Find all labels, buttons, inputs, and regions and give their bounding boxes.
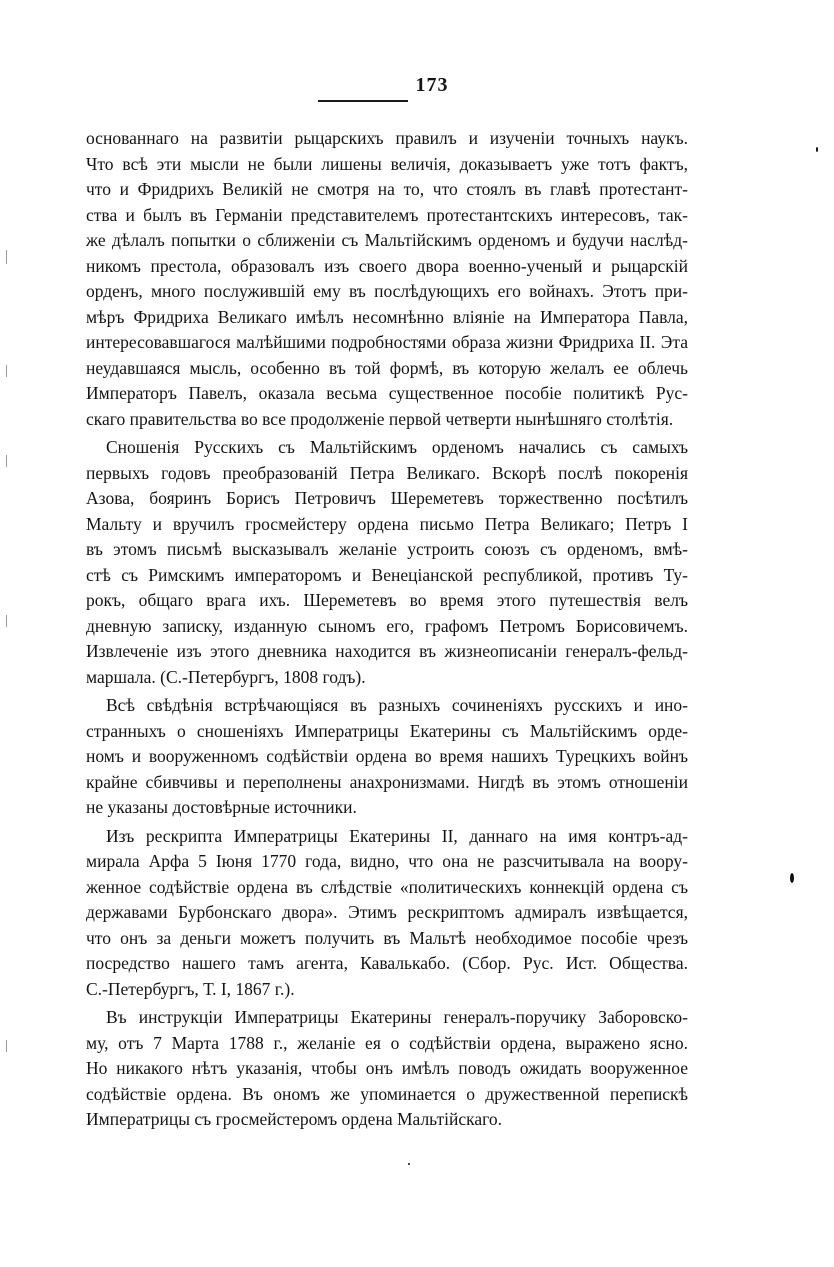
text-line: интересовавшагося малѣйшими подробностями образа жизни Фридриха II. Эта [86,332,688,352]
text-line: маршала. (С.-Петербургъ, 1808 годъ). [86,666,366,687]
ink-speck [816,147,818,152]
scan-mark [6,365,7,377]
text-line: Азова, бояринъ Борисъ Петровичъ Шереметевъ торжественно посѣтилъ [86,488,688,508]
text-line: не указаны достовѣрные источники. [86,797,357,817]
text-line: основаннаго на развитіи рыцарскихъ правилъ и изученіи точныхъ наукъ. [86,128,688,148]
text-line: Изъ рескрипта Императрицы Екатерины II, даннаго на имя контръ-ад- [106,825,688,846]
text-line: же дѣлалъ попытки о сближеніи съ Мальтійскимъ орденомъ и будучи наслѣд- [86,230,688,250]
text-line: державами Бурбонскаго двора». Этимъ рескриптомъ адмиралъ извѣщается, [86,902,688,922]
text-line: скаго правительства во все продолженіе первой четверти нынѣшняго столѣтія. [86,408,674,429]
text-line: неудавшаяся мысль, особенно въ той формѣ, въ которую желалъ ее облечь [86,357,688,378]
body-text [86,126,688,1133]
text-line: мирала Арфа 5 Іюня 1770 года, видно, что она не разсчитывала на воору- [86,851,688,871]
text-line: женное содѣйствіе ордена въ слѣдствіе «политическихъ коннекцій ордена съ [86,876,688,897]
scan-mark [6,455,7,467]
paragraph [86,435,688,690]
scan-mark [6,1040,7,1052]
text-line: Извлеченіе изъ этого дневника находится въ жизнеописаніи генералъ-фельд- [86,641,688,661]
text-line: орденъ, много послужившій ему въ послѣдующихъ его войнахъ. Этотъ при- [86,281,688,301]
text-line: номъ и вооруженномъ содѣйствіи ордена во время нашихъ Турецкихъ войнъ [86,746,688,766]
text-line: рокъ, общаго врага ихъ. Шереметевъ во время этого путешествія велъ [86,590,688,610]
text-line: Императоръ Павелъ, оказала весьма существенное пособіе политикѣ Рус- [86,383,688,403]
ink-speck [408,1163,410,1165]
page-number: 173 [415,74,449,96]
text-line: Всѣ свѣдѣнія встрѣчающіяся въ разныхъ сочиненіяхъ русскихъ и ино- [106,695,688,715]
text-line: стѣ съ Римскимъ императоромъ и Венеціанской республикой, противъ Ту- [86,564,688,585]
paragraph [86,1005,688,1133]
text-line: крайне сбивчивы и переполнены анахронизмами. Нигдѣ въ этомъ отношеніи [86,771,688,792]
scan-mark [6,615,7,627]
ink-speck [790,873,794,883]
text-line: мѣръ Фридриха Великаго имѣлъ несомнѣнно вліяніе на Императора Павла, [86,306,688,327]
text-line: ства и былъ въ Германіи представителемъ протестантскихъ интересовъ, так- [86,204,688,225]
page-number-rule [318,100,408,102]
text-line: Что всѣ эти мысли не были лишены величія, доказываетъ уже тотъ фактъ, [86,153,688,174]
text-line: Но никакого нѣтъ указанія, чтобы онъ имѣлъ поводъ ожидать вооруженное [86,1058,688,1078]
text-line: содѣйствіе ордена. Въ ономъ же упоминается о дружественной перепискѣ [86,1083,688,1104]
paragraph [86,126,688,432]
text-line: никомъ престола, образовалъ изъ своего двора военно-ученый и рыцарскій [86,255,688,276]
text-line: странныхъ о сношеніяхъ Императрицы Екатерины съ Мальтійскимъ орде- [86,720,688,741]
text-line: Сношенія Русскихъ съ Мальтійскимъ орденомъ начались съ самыхъ [106,437,688,457]
paragraph [86,693,688,821]
text-line: С.-Петербургъ, Т. I, 1867 г.). [86,978,295,999]
paragraph [86,824,688,1003]
scan-mark [6,250,7,264]
text-line: дневную записку, изданную сыномъ его, графомъ Петромъ Борисовичемъ. [86,615,688,636]
text-line: въ этомъ письмѣ высказывалъ желаніе устроить союзъ съ орденомъ, вмѣ- [86,539,688,559]
text-line: что и Фридрихъ Великій не смотря на то, что стоялъ въ главѣ протестант- [86,179,688,199]
text-line: му, отъ 7 Марта 1788 г., желаніе ея о содѣйствіи ордена, выражено ясно. [86,1032,688,1053]
text-line: Императрицы съ гросмейстеромъ ордена Мальтійскаго. [86,1109,503,1129]
text-line: первыхъ годовъ преобразованій Петра Великаго. Вскорѣ послѣ покоренія [86,462,688,483]
text-line: Мальту и вручилъ гросмейстеру ордена письмо Петра Великаго; Петръ I [86,513,688,534]
text-line: Въ инструкціи Императрицы Екатерины генералъ-поручику Заборовско- [106,1007,688,1027]
text-line: посредство нашего тамъ агента, Кавалькабо. (Сбор. Рус. Ист. Общества. [86,953,688,973]
text-line: что онъ за деньги можетъ получить въ Мальтѣ необходимое пособіе чрезъ [86,927,688,948]
